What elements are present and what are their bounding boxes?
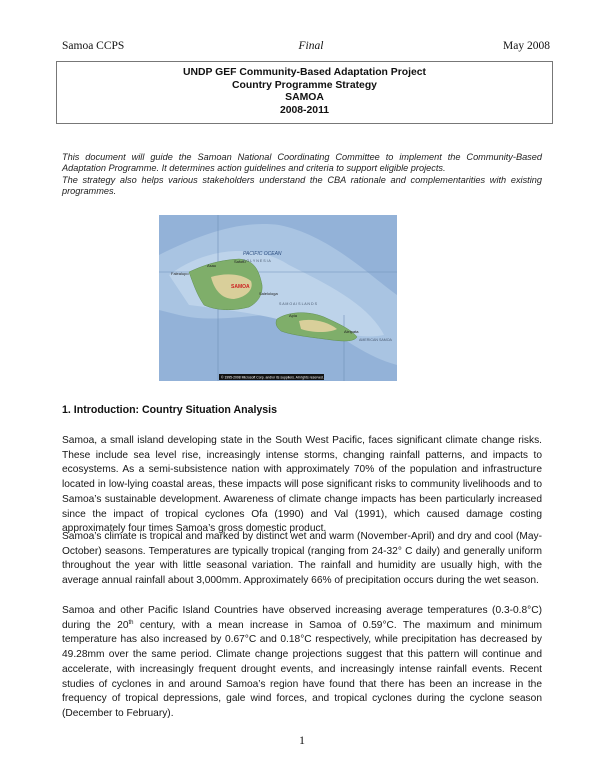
map-label-islands: S A M O A I S L A N D S xyxy=(279,302,318,306)
page-header xyxy=(62,40,550,54)
header-status: Final xyxy=(298,40,324,52)
title-strategy: Country Programme Strategy xyxy=(232,79,377,91)
map-label-country: SAMOA xyxy=(231,284,250,290)
map-label-american-samoa: AMERICAN SAMOA xyxy=(359,338,392,342)
map-label-region: P O L Y N E S I A xyxy=(243,259,271,263)
page-number: 1 xyxy=(299,733,305,747)
title-period: 2008-2011 xyxy=(279,104,330,116)
title-box xyxy=(56,61,553,124)
header-date: May 2008 xyxy=(503,40,550,52)
header-document-name: Samoa CCPS xyxy=(62,40,125,52)
paragraph-observed-trends xyxy=(62,604,542,722)
place-label: Safotu xyxy=(234,259,246,264)
place-label: Aleipata xyxy=(344,329,359,334)
place-label: Asau xyxy=(207,263,217,268)
title-project: UNDP GEF Community-Based Adaptation Project xyxy=(182,67,427,78)
map-graphic xyxy=(159,215,397,381)
intro-line-2: The strategy also helps various stakeholders understand the CBA rationale and complementarities with existing programmes. xyxy=(62,174,542,197)
paragraph-observed-trends-part-2: century, with a mean increase in Samoa of 0.59°C. The maximum and minimum temperature has also increased by 0.67°C and 0.18°C respectively, while precipitation has decreased by 49.28mm over the same period. Climate change projections suggest that this pattern will continue and accelerate, with increasingly frequent drought events, and increasingly intense rainfall events. Recent studies of cyclones in and around Samoa’s region have found that there has been an increase in the frequency of tropical depressions, gale wind forces, and tropical cyclones during the cyclone season (December to February). xyxy=(62,619,542,719)
place-label: Apia xyxy=(289,313,298,318)
samoa-map-image xyxy=(159,215,397,381)
intro-line-1: This document will guide the Samoan National Coordinating Committee to implement the Community-Based Adaptation Programme. It determines action guidelines and criteria to support eligible projects. xyxy=(62,152,542,174)
paragraph-climate: Samoa’s climate is tropical and marked by distinct wet and warm (November-April) and dry and cool (May-October) seasons. Temperatures are typically tropical (ranging from 24-32° C daily) and generally uniform throughout the year with little seasonal variation. The rainfall and humidity are usually high, with the average annual rainfall about 3,000mm. Approximately 66% of precipitation occurs during the wet season. xyxy=(62,531,542,587)
title-country: SAMOA xyxy=(285,92,324,104)
intro-summary xyxy=(62,152,542,198)
section-heading: 1. Introduction: Country Situation Analysis xyxy=(62,404,278,416)
paragraph-overview: Samoa, a small island developing state in the South West Pacific, faces significant climate change risks. These include sea level rise, increasingly intense storms, changing rainfall patterns, and impacts to ecosystems. As a semi-subsistence nation with approximately 70% of the population and infrastructure located in low-lying coastal areas, these impacts will pose significant risks to community livelihoods and to Samoa’s sustainable development. Awareness of climate change impacts has been particularly increased since the impact of tropical cyclones Ofa (1990) and Val (1991), which caused damage costing approximately four times Samoa’s gross domestic product. xyxy=(62,435,542,535)
map-credit: © 1995-2008 Microsoft Corp. and/or its suppliers. All rights reserved. xyxy=(221,375,324,380)
paragraph-observed-trends-part-1: Samoa and other Pacific Island Countries have observed increasing average temperatures (0.3-0.8°C) during the 20 xyxy=(62,605,542,631)
map-label-ocean: PACIFIC OCEAN xyxy=(243,251,282,257)
place-label: Salelologa xyxy=(259,291,278,296)
place-label: Falealupo xyxy=(171,271,189,276)
ordinal-suffix: th xyxy=(128,619,134,626)
